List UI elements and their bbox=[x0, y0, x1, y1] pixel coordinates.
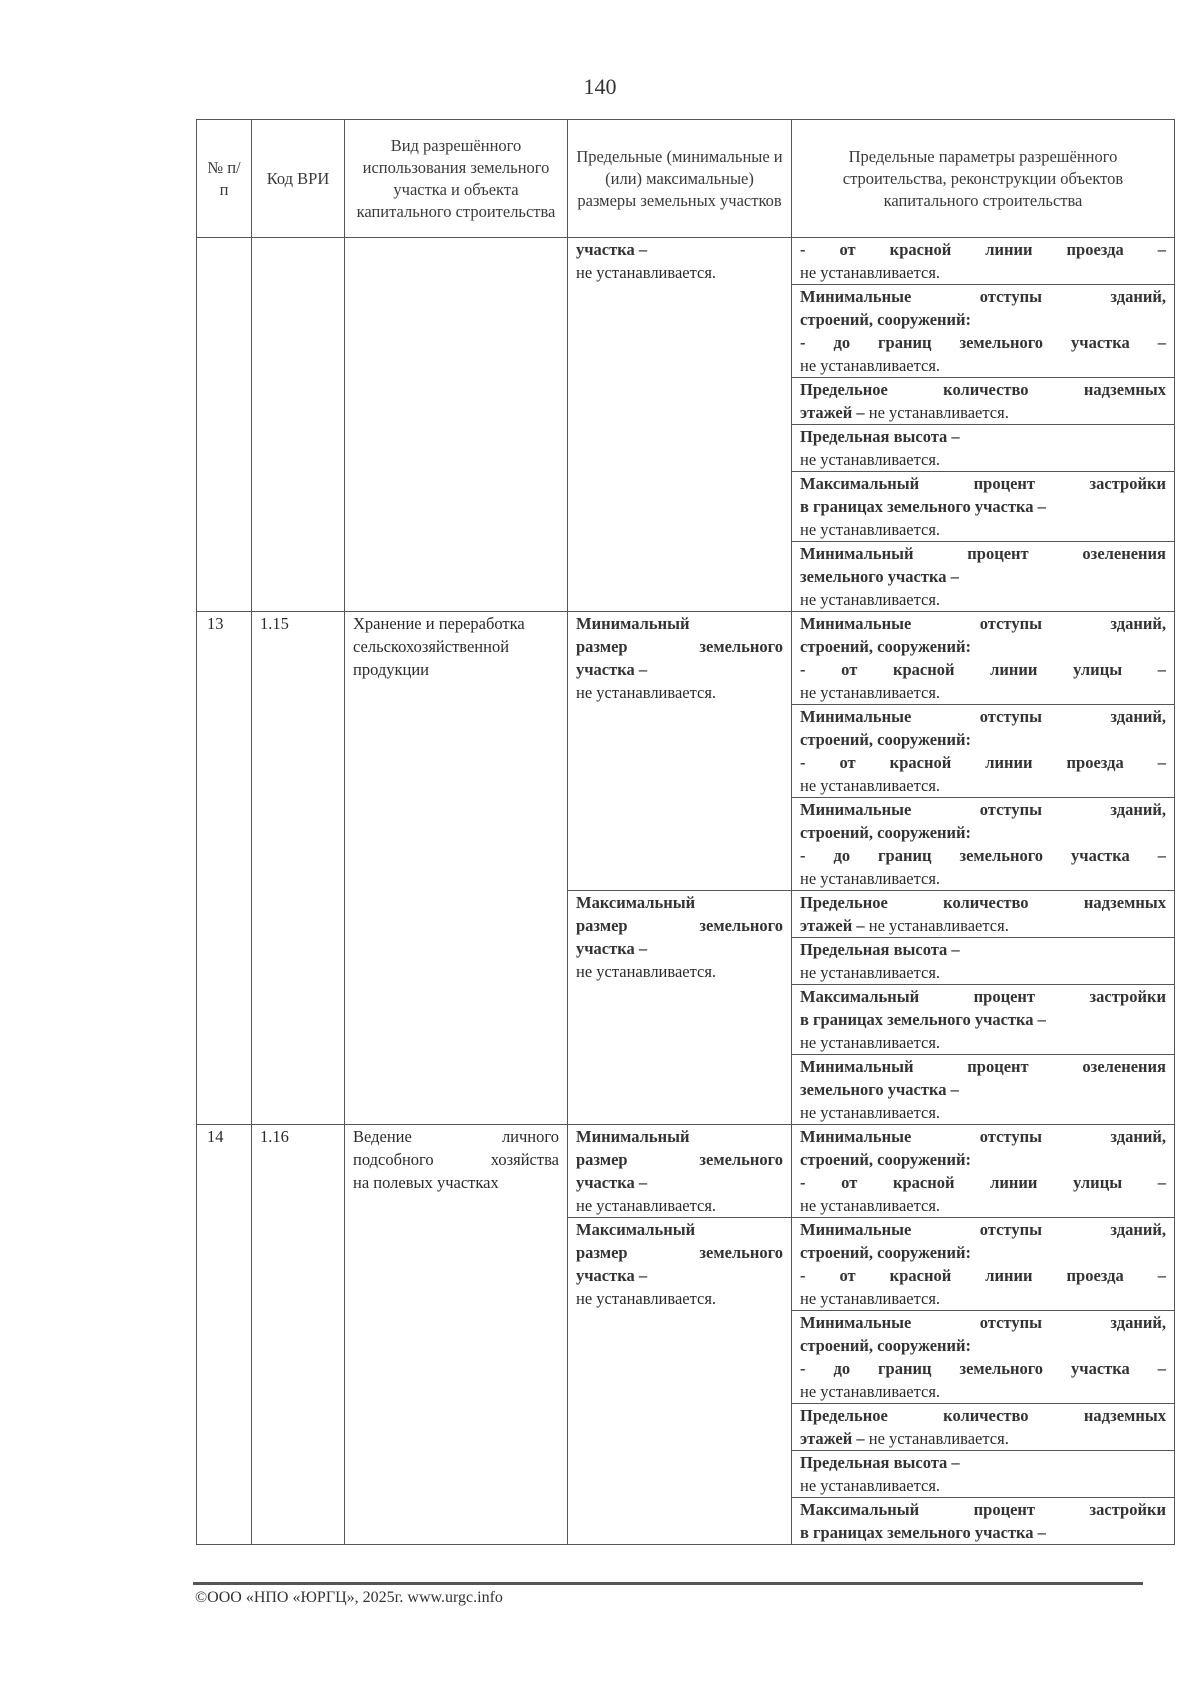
param-text: Минимальные отступы зданий, bbox=[800, 1313, 1166, 1332]
param-text: не устанавливается. bbox=[864, 1429, 1009, 1448]
cont-code-cell bbox=[252, 238, 345, 612]
header-build-params: Предельные параметры разрешённого строительства, реконструкции объектов капитального строительства bbox=[792, 120, 1175, 238]
param-text: Максимальный процент застройки bbox=[800, 1500, 1166, 1519]
row-number: 13 bbox=[197, 612, 252, 1125]
param-text: не устанавливается. bbox=[800, 1382, 941, 1401]
param-text: Минимальные отступы зданий, bbox=[800, 800, 1166, 819]
row-use-name: Ведение личного bbox=[353, 1127, 559, 1146]
param-cell bbox=[792, 472, 1175, 542]
param-cell bbox=[792, 285, 1175, 378]
param-cell bbox=[792, 985, 1175, 1055]
param-text: этажей – bbox=[800, 916, 865, 935]
max-size-cell bbox=[568, 1218, 792, 1545]
footer-copyright: ©ООО «НПО «ЮРГЦ», 2025г. www.urgc.info bbox=[195, 1589, 503, 1606]
param-text: Предельная высота – bbox=[800, 940, 960, 959]
param-text: Максимальный процент застройки bbox=[800, 987, 1166, 1006]
row-code: 1.16 bbox=[252, 1125, 345, 1545]
param-text: - от красной линии улицы – bbox=[800, 1173, 1166, 1192]
param-text: не устанавливается. bbox=[864, 916, 1009, 935]
size-text: Максимальный bbox=[576, 893, 696, 912]
param-text: земельного участка – bbox=[800, 567, 959, 586]
param-cell bbox=[792, 938, 1175, 985]
cont-size-cell bbox=[568, 238, 792, 612]
header-code: Код ВРИ bbox=[252, 120, 345, 238]
param-cell bbox=[792, 612, 1175, 705]
param-cell bbox=[792, 1451, 1175, 1498]
param-text: Предельное количество надземных bbox=[800, 380, 1166, 399]
param-text: строений, сооружений: bbox=[800, 1243, 972, 1262]
param-text: Минимальный процент озеленения bbox=[800, 1057, 1166, 1076]
row-use-name-cell bbox=[345, 1125, 568, 1545]
param-text: не устанавливается. bbox=[800, 263, 941, 282]
row-number: 14 bbox=[197, 1125, 252, 1545]
param-cell bbox=[792, 425, 1175, 472]
footer-divider bbox=[193, 1582, 1143, 1585]
size-text: размер земельного bbox=[576, 1243, 783, 1262]
param-cell bbox=[792, 1125, 1175, 1218]
row-code: 1.15 bbox=[252, 612, 345, 1125]
param-text: Предельное количество надземных bbox=[800, 1406, 1166, 1425]
header-use-type: Вид разрешённого использования земельного участка и объекта капитального строительства bbox=[345, 120, 568, 238]
param-text: не устанавливается. bbox=[800, 683, 941, 702]
param-cell bbox=[792, 798, 1175, 891]
param-cell bbox=[792, 1498, 1175, 1545]
param-text: не устанавливается. bbox=[800, 1289, 941, 1308]
size-text: Максимальный bbox=[576, 1220, 696, 1239]
size-text: не устанавливается. bbox=[576, 962, 717, 981]
size-text: не устанавливается. bbox=[576, 683, 717, 702]
param-text: - до границ земельного участка – bbox=[800, 846, 1166, 865]
size-text: Минимальный bbox=[576, 614, 690, 633]
table-row bbox=[197, 612, 1175, 705]
param-text: строений, сооружений: bbox=[800, 1336, 972, 1355]
param-cell bbox=[792, 705, 1175, 798]
size-text: размер земельного bbox=[576, 637, 783, 656]
header-plot-size: Предельные (минимальные и (или) максимальные) размеры земельных участков bbox=[568, 120, 792, 238]
param-text: не устанавливается. bbox=[800, 1476, 941, 1495]
param-text: Минимальные отступы зданий, bbox=[800, 707, 1166, 726]
param-text: этажей – bbox=[800, 403, 865, 422]
min-size-cell bbox=[568, 1125, 792, 1218]
header-num: № п/п bbox=[197, 120, 252, 238]
param-text: - до границ земельного участка – bbox=[800, 1359, 1166, 1378]
param-cell bbox=[792, 1055, 1175, 1125]
param-cell bbox=[792, 238, 1175, 285]
param-text: строений, сооружений: bbox=[800, 1150, 972, 1169]
param-text: не устанавливается. bbox=[800, 590, 941, 609]
param-text: не устанавливается. bbox=[800, 776, 941, 795]
param-text: Максимальный процент застройки bbox=[800, 474, 1166, 493]
size-text: участка – bbox=[576, 660, 648, 679]
table-row bbox=[197, 238, 1175, 285]
max-size-cell bbox=[568, 891, 792, 1125]
table-header-row bbox=[197, 120, 1175, 238]
param-text: - от красной линии проезда – bbox=[800, 1266, 1166, 1285]
param-text: в границах земельного участка – bbox=[800, 1523, 1046, 1542]
param-text: - от красной линии улицы – bbox=[800, 660, 1166, 679]
param-text: не устанавливается. bbox=[800, 869, 941, 888]
param-text: не устанавливается. bbox=[800, 963, 941, 982]
cont-num-cell bbox=[197, 238, 252, 612]
param-text: строений, сооружений: bbox=[800, 310, 972, 329]
size-text: не устанавливается. bbox=[576, 263, 717, 282]
param-cell bbox=[792, 1404, 1175, 1451]
param-cell bbox=[792, 1311, 1175, 1404]
param-text: строений, сооружений: bbox=[800, 730, 972, 749]
param-text: не устанавливается. bbox=[800, 1033, 941, 1052]
param-text: Минимальные отступы зданий, bbox=[800, 287, 1166, 306]
param-text: - до границ земельного участка – bbox=[800, 333, 1166, 352]
param-cell bbox=[792, 542, 1175, 612]
param-text: Предельная высота – bbox=[800, 427, 960, 446]
size-text: участка – bbox=[576, 1266, 648, 1285]
row-use-name: на полевых участках bbox=[353, 1173, 499, 1192]
min-size-cell bbox=[568, 612, 792, 891]
param-cell bbox=[792, 891, 1175, 938]
size-text: размер земельного bbox=[576, 916, 783, 935]
page-number: 140 bbox=[583, 74, 617, 99]
land-use-table bbox=[196, 119, 1175, 1545]
size-text: не устанавливается. bbox=[576, 1289, 717, 1308]
param-text: не устанавливается. bbox=[800, 1103, 941, 1122]
param-text: земельного участка – bbox=[800, 1080, 959, 1099]
size-text: Минимальный bbox=[576, 1127, 690, 1146]
param-cell bbox=[792, 378, 1175, 425]
table-row bbox=[197, 1125, 1175, 1218]
param-text: не устанавливается. bbox=[864, 403, 1009, 422]
cont-name-cell bbox=[345, 238, 568, 612]
size-text: размер земельного bbox=[576, 1150, 783, 1169]
param-text: строений, сооружений: bbox=[800, 823, 972, 842]
param-text: не устанавливается. bbox=[800, 520, 941, 539]
param-text: Предельная высота – bbox=[800, 1453, 960, 1472]
param-text: строений, сооружений: bbox=[800, 637, 972, 656]
param-text: в границах земельного участка – bbox=[800, 1010, 1046, 1029]
param-cell bbox=[792, 1218, 1175, 1311]
param-text: не устанавливается. bbox=[800, 356, 941, 375]
param-text: - от красной линии проезда – bbox=[800, 240, 1166, 259]
param-text: Минимальные отступы зданий, bbox=[800, 1127, 1166, 1146]
param-text: Минимальные отступы зданий, bbox=[800, 614, 1166, 633]
param-text: этажей – bbox=[800, 1429, 865, 1448]
param-text: - от красной линии проезда – bbox=[800, 753, 1166, 772]
param-text: Минимальный процент озеленения bbox=[800, 544, 1166, 563]
param-text: не устанавливается. bbox=[800, 1196, 941, 1215]
param-text: Предельное количество надземных bbox=[800, 893, 1166, 912]
size-text: участка – bbox=[576, 939, 648, 958]
size-text: участка – bbox=[576, 1173, 648, 1192]
row-use-name: Хранение и переработка сельскохозяйственной продукции bbox=[345, 612, 568, 1125]
param-text: Минимальные отступы зданий, bbox=[800, 1220, 1166, 1239]
size-text: участка – bbox=[576, 240, 648, 259]
row-use-name: подсобного хозяйства bbox=[353, 1150, 559, 1169]
param-text: не устанавливается. bbox=[800, 450, 941, 469]
size-text: не устанавливается. bbox=[576, 1196, 717, 1215]
param-text: в границах земельного участка – bbox=[800, 497, 1046, 516]
